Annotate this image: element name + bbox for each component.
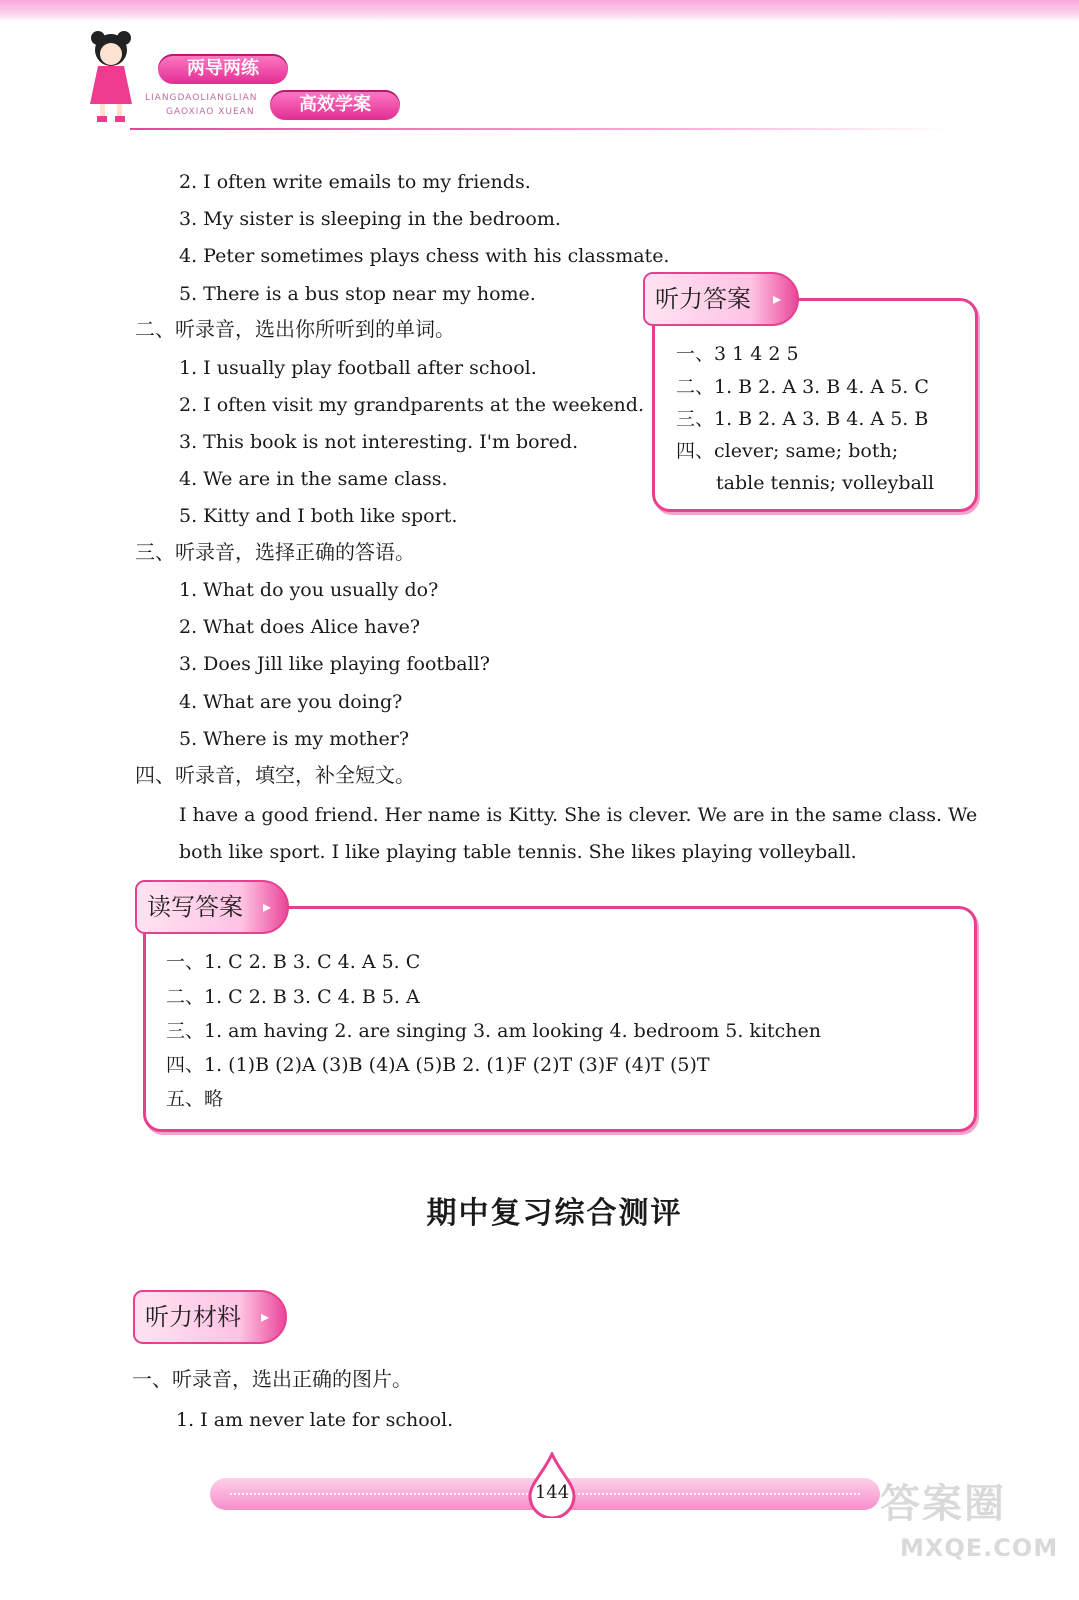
answer-line: 五、略 — [166, 1088, 224, 1110]
reading-answers-title: 读写答案 — [147, 893, 243, 921]
list-item: 5. There is a bus stop near my home. — [179, 283, 536, 305]
list-item: 3. My sister is sleeping in the bedroom. — [179, 208, 561, 230]
answer-line: table tennis; volleyball — [716, 472, 935, 494]
arrow-right-icon: ▸ — [261, 1307, 270, 1326]
arrow-right-icon: ▸ — [263, 897, 272, 916]
answer-line: 三、1. am having 2. are singing 3. am looking 4. bedroom 5. kitchen — [166, 1020, 822, 1042]
section-title: 期中复习综合测评 — [426, 1196, 683, 1231]
part4-heading: 四、听录音，填空，补全短文。 — [135, 763, 415, 787]
list-item: 1. I usually play football after school. — [179, 357, 537, 379]
header-pinyin-bottom: GAOXIAO XUEAN — [166, 107, 255, 117]
list-item: 1. I am never late for school. — [176, 1409, 454, 1431]
arrow-right-icon: ▸ — [773, 289, 782, 308]
passage-line: both like sport. I like playing table tennis. She likes playing volleyball. — [179, 841, 857, 863]
answer-line: 四、1. (1)B (2)A (3)B (4)A (5)B 2. (1)F (2)T (3)F (4)T (5)T — [166, 1054, 710, 1076]
answer-line: 一、3 1 4 2 5 — [676, 343, 799, 365]
list-item: 2. I often visit my grandparents at the weekend. — [179, 394, 644, 416]
list-item: 2. What does Alice have? — [179, 616, 421, 638]
list-item: 3. Does Jill like playing football? — [179, 653, 490, 675]
list-item: 3. This book is not interesting. I'm bored. — [179, 431, 579, 453]
passage-line: I have a good friend. Her name is Kitty. She is clever. We are in the same class. We — [179, 804, 978, 826]
answer-line: 二、1. B 2. A 3. B 4. A 5. C — [676, 376, 929, 398]
page-number: 144 — [534, 1482, 570, 1503]
list-item: 4. We are in the same class. — [179, 468, 448, 490]
listening-material-tag — [133, 1290, 287, 1344]
answer-line: 二、1. C 2. B 3. C 4. B 5. A — [166, 986, 420, 1008]
watermark-url: MXQE.COM — [900, 1534, 1059, 1562]
header-divider — [130, 128, 950, 130]
answer-line: 三、1. B 2. A 3. B 4. A 5. B — [676, 408, 929, 430]
listening-answers-title: 听力答案 — [655, 285, 751, 313]
listening-material-heading: 一、听录音，选出正确的图片。 — [132, 1367, 412, 1391]
list-item: 5. Kitty and I both like sport. — [179, 505, 458, 527]
top-decorative-band — [0, 0, 1079, 22]
watermark-logo: 答案圈 — [880, 1481, 1006, 1527]
list-item: 2. I often write emails to my friends. — [179, 171, 531, 193]
answer-line: 一、1. C 2. B 3. C 4. A 5. C — [166, 951, 421, 973]
cartoon-girl-icon — [76, 26, 146, 126]
header-pinyin-top: LIANGDAOLIANGLIAN — [145, 93, 258, 103]
listening-material-title: 听力材料 — [145, 1303, 241, 1331]
list-item: 4. What are you doing? — [179, 691, 403, 713]
header-badge-top: 两导两练 — [158, 54, 288, 84]
part3-heading: 三、听录音，选择正确的答语。 — [135, 540, 415, 564]
answer-line: 四、clever; same; both; — [676, 440, 899, 462]
list-item: 4. Peter sometimes plays chess with his classmate. — [179, 245, 670, 267]
header-badge-bottom: 高效学案 — [270, 90, 400, 120]
part2-heading: 二、听录音，选出你所听到的单词。 — [135, 317, 455, 341]
reading-answers-tag — [135, 880, 289, 934]
listening-answers-tag — [643, 272, 799, 326]
list-item: 5. Where is my mother? — [179, 728, 410, 750]
list-item: 1. What do you usually do? — [179, 579, 439, 601]
